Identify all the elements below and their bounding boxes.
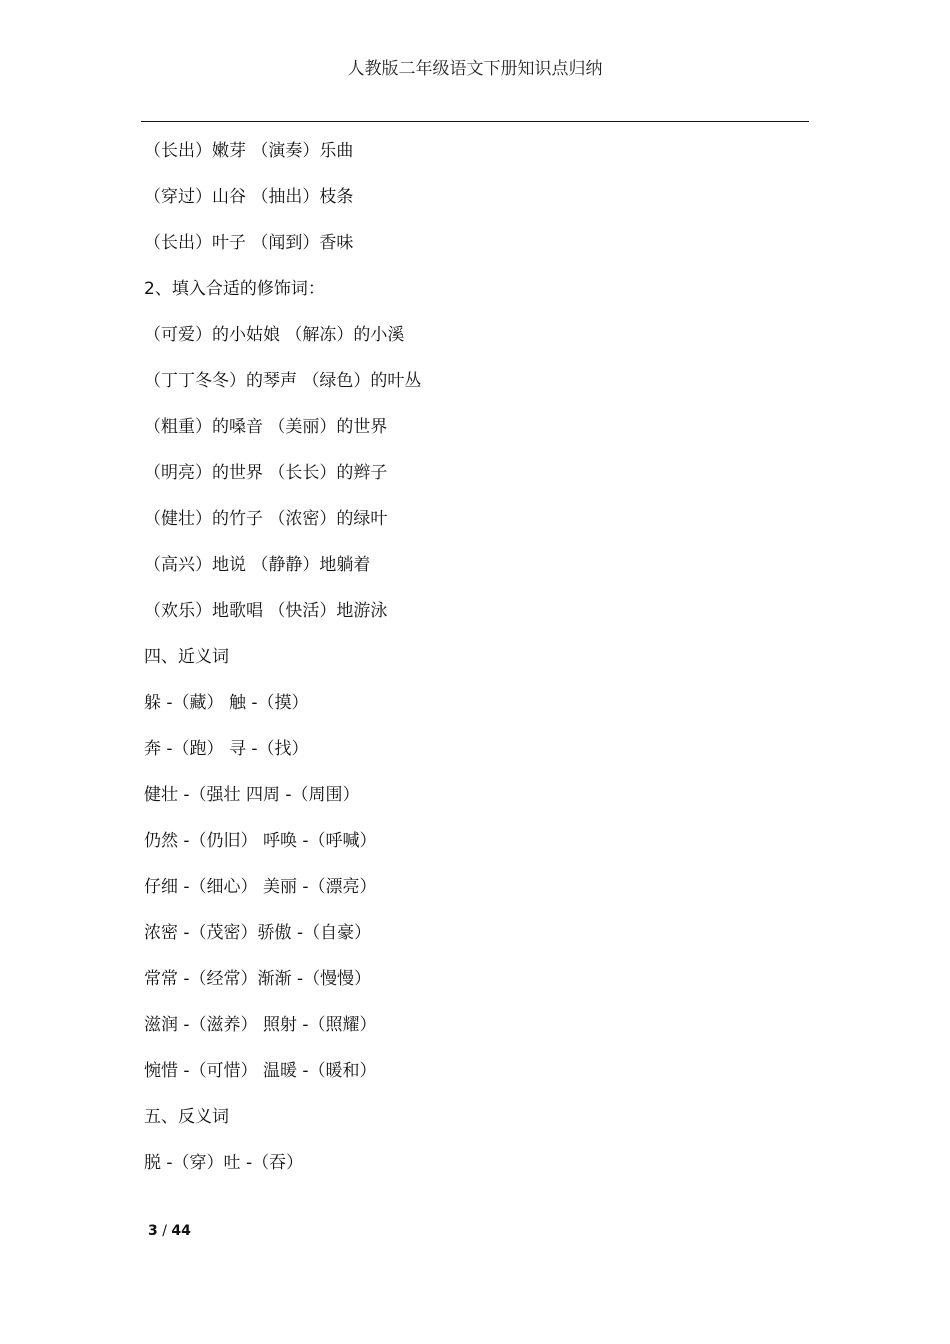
text-line: 浓密 -（茂密）骄傲 -（自豪）	[144, 923, 372, 943]
page-separator: /	[162, 1223, 167, 1239]
text-line: （欢乐）地歌唱 （快活）地游泳	[144, 601, 388, 621]
text-line: 躲 -（藏） 触 -（摸）	[144, 693, 309, 713]
text-line: 仍然 -（仍旧） 呼唤 -（呼喊）	[144, 831, 377, 851]
text-line: （健壮）的竹子 （浓密）的绿叶	[144, 509, 388, 529]
text-line: （可爱）的小姑娘 （解冻）的小溪	[144, 325, 405, 345]
section-heading: 四、近义词	[144, 647, 229, 667]
text-line: 惋惜 -（可惜） 温暖 -（暖和）	[144, 1061, 377, 1081]
text-line: （明亮）的世界 （长长）的辫子	[144, 463, 388, 483]
text-line: （长出）嫩芽 （演奏）乐曲	[144, 141, 354, 161]
text-line: （穿过）山谷 （抽出）枝条	[144, 187, 354, 207]
text-line: 仔细 -（细心） 美丽 -（漂亮）	[144, 877, 377, 897]
text-line: 健壮 -（强壮 四周 -（周围）	[144, 785, 360, 805]
text-line: （丁丁冬冬）的琴声 （绿色）的叶丛	[144, 371, 422, 391]
text-line: 滋润 -（滋养） 照射 -（照耀）	[144, 1015, 377, 1035]
text-line: （粗重）的嗓音 （美丽）的世界	[144, 417, 388, 437]
text-line: 奔 -（跑） 寻 -（找）	[144, 739, 309, 759]
page-total: 44	[171, 1223, 191, 1239]
document-body	[144, 138, 804, 1196]
text-line: （长出）叶子 （闻到）香味	[144, 233, 354, 253]
text-line: （高兴）地说 （静静）地躺着	[144, 555, 371, 575]
header-divider	[141, 121, 809, 122]
section-heading: 五、反义词	[144, 1107, 229, 1127]
page-current: 3	[148, 1223, 158, 1239]
page-number	[148, 1221, 191, 1241]
page-header-title: 人教版二年级语文下册知识点归纳	[347, 59, 603, 79]
text-line: 脱 -（穿）吐 -（吞）	[144, 1153, 304, 1173]
text-line: 常常 -（经常）渐渐 -（慢慢）	[144, 969, 372, 989]
section-heading: 2、填入合适的修饰词：	[144, 279, 325, 299]
